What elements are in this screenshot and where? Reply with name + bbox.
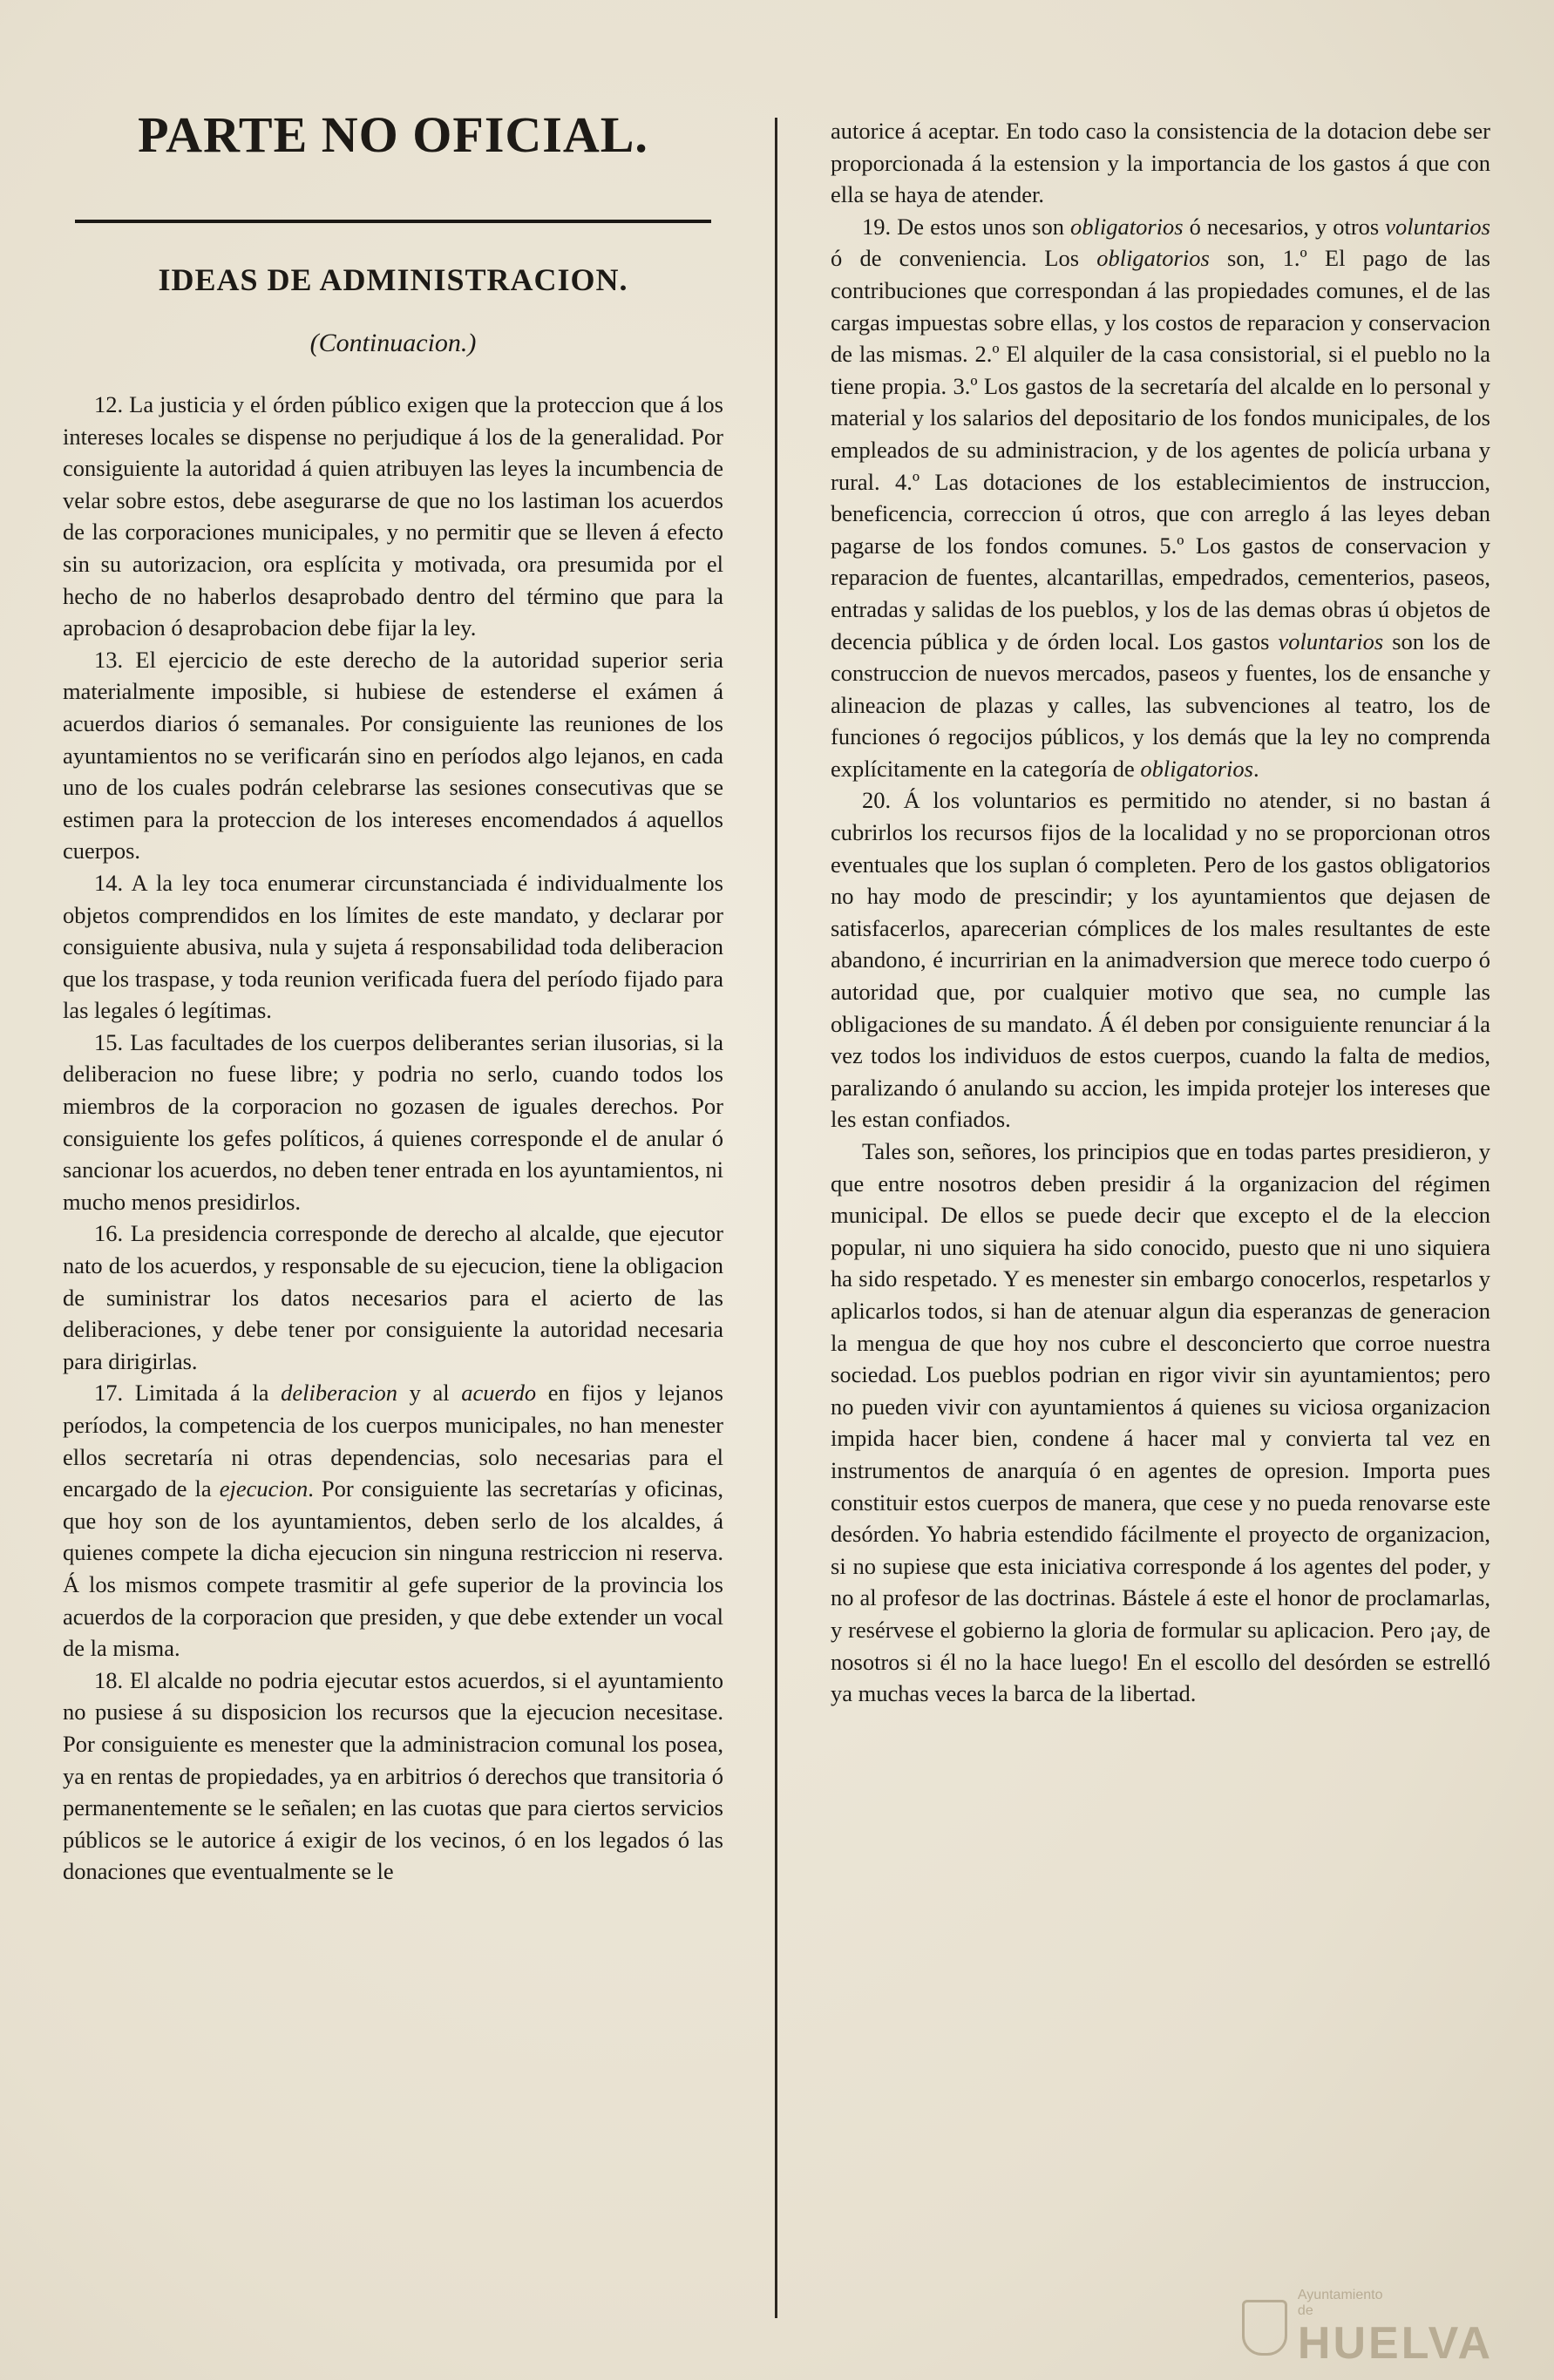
watermark-line1: Ayuntamiento xyxy=(1297,2288,1383,2302)
watermark-name: HUELVA xyxy=(1297,2318,1493,2369)
column-divider xyxy=(775,118,777,2318)
italic-run: voluntarios xyxy=(1278,627,1384,654)
paragraph-13: 13. El ejercicio de este derecho de la autoridad superior seria materialmente imposible, si hubiese de estenderse el exámen á acuerdos diarios ó semanales. Por consiguiente las reuniones de los ayuntamientos no se verificarán sino en períodos algo lejanos, en cada uno de los cuales podrán celebrarse las sesiones consecutivas que se estimen para la proteccion de los intereses encomendados á aquellos cuerpos. xyxy=(63,646,723,865)
italic-run: obligatorios xyxy=(1140,755,1253,782)
section-title: PARTE NO OFICIAL. xyxy=(138,106,648,163)
paragraph-closing: Tales son, señores, los principios que en todas partes presidieron, y que entre nosotros deben presidir á la organizacion del régimen municipal. De ellos se puede decir que excepto el de la eleccion popular, ni uno siquiera ha sido conocido, puesto que ni uno siquiera ha sido respetado. Y es menester sin embargo conocerlos, respetarlos y aplicarlos todos, si han de atenuar algun dia esperanzas de generacion la mengua de que hoy nos cubre el desconcierto que corroe nuestra sociedad. Los pueblos podrian en rigor vivir sin ayuntamientos; pero no pueden vivir con ayuntamientos á quienes su viciosa organizacion impida hacer bien, condene á hacer mal y convierta tal vez en instrumentos de anarquía ó en agentes de opresion. Importa pues constituir estos cuerpos de manera, que cese y no pueda renovarse este desórden. Yo habria estendido fácilmente el proyecto de organizacion, si no supiese que esta iniciativa corresponde á los agentes del poder, y no al profesor de las doctrinas. Bástele á este el honor de proclamarlas, y resérvese el gobierno la gloria de formular su aplicacion. Pero ¡ay, de nosotros si él no la hace luego! En el escollo del desórden se estrelló ya muchas veces la barca de la libertad. xyxy=(831,1138,1490,1707)
left-column xyxy=(63,105,723,1888)
text-run: son, 1.º El pago de las contribuciones que correspondan á las propiedades comunes, el de las cargas impuestas sobre ellas, y los costos de reparacion y conservacion de las mismas. 2.º El alquiler de la casa consistorial, si el pueblo no la tiene propia. 3.º Los gastos de la secretaría del alcalde en lo personal y material y los salarios del depositario de los fondos municipales, de los empleados de su administracion, y de los agentes de policía urbana y rural. 4.º Las dotaciones de los establecimientos de instruccion, beneficencia, correccion ú otros, que con arreglo á las leyes deban pagarse de los fondos comunes. 5.º Los gastos de conservacion y reparacion de fuentes, alcantarillas, empedrados, cementerios, paseos, entradas y salidas de los pueblos, y los de las demas obras ú objetos de decencia pública y de órden local. Los gastos xyxy=(831,245,1490,654)
article-title: IDEAS DE ADMINISTRACION. xyxy=(158,262,628,297)
italic-run: ejecucion xyxy=(219,1475,309,1502)
paragraph-14: 14. A la ley toca enumerar circunstanciada é individualmente los objetos comprendidos en los límites de este mandato, y declarar por consiguiente abusiva, nula y sujeta á responsabilidad toda deliberacion que los traspase, y toda reunion verificada fuera del período fijado para las legales ó legítimas. xyxy=(63,869,723,1024)
text-run: . xyxy=(1252,755,1259,782)
paragraph-12: 12. La justicia y el órden público exigen que la proteccion que á los intereses locales se dispense no perjudique á los de la generalidad. Por consiguiente la autoridad á quien atribuyen las leyes la incumbencia de velar sobre estos, debe asegurarse de que no los lastiman los acuerdos de las corporaciones municipales, y no permitir que se lleven á efecto sin su autorizacion, ora esplícita y motivada, ora presumida por el hecho de no haberlos desaprobado dentro del término que para la aprobacion ó desaprobacion debe fijar la ley. xyxy=(63,391,723,641)
paragraph-17 xyxy=(63,1377,723,1664)
italic-run: obligatorios xyxy=(1070,213,1184,240)
text-run: y al xyxy=(397,1380,462,1407)
shield-icon xyxy=(1242,2300,1287,2356)
paragraph-19 xyxy=(831,211,1490,785)
paragraph-18: 18. El alcalde no podria ejecutar estos acuerdos, si el ayuntamiento no pusiese á su disposicion los recursos que la ejecucion necesitase. Por consiguiente es menester que la administracion comunal los posea, ya en rentas de propiedades, ya en arbitrios ó derechos que transitoria ó permanentemente se le señalen; en las cuotas que para ciertos servicios públicos se le autorice á exigir de los vecinos, ó en los legados ó las donaciones que eventualmente se le xyxy=(63,1666,723,1885)
text-run: ó de conveniencia. Los xyxy=(831,245,1097,272)
text-run: . Por consiguiente las secretarías y oficinas, que hoy son de los ayuntamientos, deben serlo de los alcaldes, á quienes compete la dicha ejecucion sin ninguna restriccion ni reserva. Á los mismos compete trasmitir al gefe superior de la provincia los acuerdos de la corporacion que presiden, y que debe extender un vocal de la misma. xyxy=(63,1475,723,1662)
paragraph-18-continued: autorice á aceptar. En todo caso la consistencia de la dotacion debe ser proporcionada á la estension y la importancia de los gastos á que con ella se haya de atender. xyxy=(831,118,1490,208)
text-run: son los de construccion de nuevos mercados, paseos y fuentes, los de ensanche y alineacion de plazas y calles, las subvenciones al teatro, los de funciones ó regocijos públicos, y los demás que la ley no comprenda explícitamente en la categoría de xyxy=(831,627,1490,782)
italic-run: acuerdo xyxy=(461,1380,537,1407)
italic-run: deliberacion xyxy=(281,1380,398,1407)
italic-run: voluntarios xyxy=(1385,213,1490,240)
paragraph-16: 16. La presidencia corresponde de derecho al alcalde, que ejecutor nato de los acuerdos, y responsable de su ejecucion, tiene la obligacion de suministrar los datos necesarios para el acierto de las deliberaciones, y debe tener por consiguiente la autoridad necesaria para dirigirlas. xyxy=(63,1220,723,1374)
text-run: ó necesarios, y otros xyxy=(1183,213,1386,240)
paragraph-15: 15. Las facultades de los cuerpos deliberantes serian ilusorias, si la deliberacion no fuese libre; y podria no serlo, cuando todos los miembros de la corporacion no gozasen de iguales derechos. Por consiguiente los gefes políticos, á quienes corresponde el de anular ó sancionar los acuerdos, no deben tener entrada en los ayuntamientos, ni mucho menos presidirlos. xyxy=(63,1028,723,1215)
continued-note: (Continuacion.) xyxy=(309,329,477,357)
watermark-line2: de xyxy=(1297,2303,1313,2318)
text-run: en fijos y lejanos períodos, la competencia de los cuerpos municipales, no han menester ellos secretaría ni otras dependencias, solo necesarias para el encargado de la xyxy=(63,1380,723,1502)
text-run: 19. De estos unos son xyxy=(862,213,1071,240)
archive-watermark xyxy=(1242,2288,1493,2368)
right-column xyxy=(831,115,1490,1710)
italic-run: obligatorios xyxy=(1096,245,1210,272)
paragraph-20: 20. Á los voluntarios es permitido no atender, si no bastan á cubrirlos los recursos fijos de la localidad y no se proporcionan otros eventuales que los suplan ó completen. Pero de los gastos obligatorios no hay modo de prescindir; y los ayuntamientos que dejasen de satisfacerlos, aparecerian cómplices de los males resultantes de este abandono, é incurririan en la animadversion que merece todo cuerpo ó autoridad que, por cualquier motivo que sea, no cumple las obligaciones de su mandato. Á él deben por consiguiente renunciar á la vez todos los individuos de estos cuerpos, cuando la falta de medios, paralizando ó anulando su accion, les impida protejer los intereses que les estan confiados. xyxy=(831,787,1490,1133)
text-run: 17. Limitada á la xyxy=(94,1380,282,1407)
title-rule xyxy=(75,220,711,223)
